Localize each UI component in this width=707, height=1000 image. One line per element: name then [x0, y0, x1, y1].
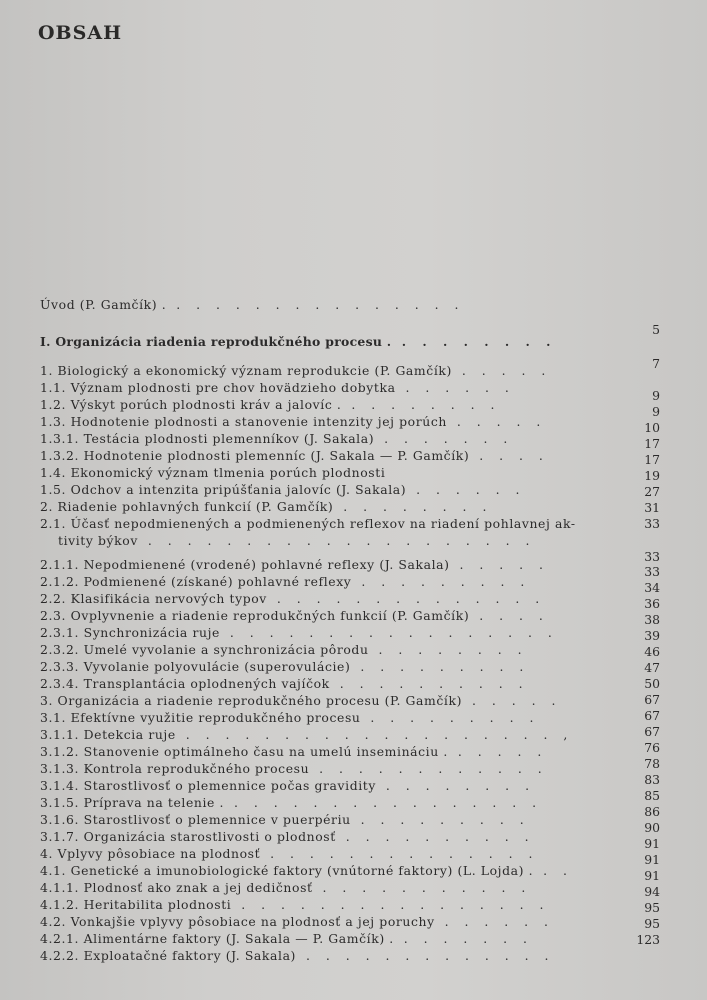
- toc-entry: [40, 744, 610, 759]
- toc-entry: [40, 516, 610, 531]
- toc-entry: [40, 625, 610, 640]
- toc-entry-title: 1.3.2. Hodnotenie plodnosti plemenníc (J. Sakala — P. Gamčík): [40, 448, 470, 463]
- toc-entry-title: 2.3.3. Vyvolanie polyovulácie (superovulácie): [40, 659, 351, 674]
- toc-page-number: 94: [644, 884, 660, 899]
- toc-entry-title: 2.3.2. Umelé vyvolanie a synchronizácia pôrodu: [40, 642, 369, 657]
- toc-entry-title: 1.4. Ekonomický význam tlmenia porúch plodnosti: [40, 465, 386, 480]
- toc-entry-title: 4.1.1. Plodnosť ako znak a jej dedičnosť: [40, 880, 313, 895]
- toc-entry-title: 2.3.1. Synchronizácia ruje: [40, 625, 220, 640]
- toc-entry-title: 3.1.4. Starostlivosť o plemennice počas gravidity: [40, 778, 376, 793]
- toc-entry: [40, 761, 610, 776]
- toc-page-number: 9: [652, 404, 660, 419]
- toc-entry: [40, 727, 610, 742]
- toc-entry: [40, 574, 610, 589]
- toc-entry-title: 1.3. Hodnotenie plodnosti a stanovenie intenzity jej porúch: [40, 414, 447, 429]
- toc-page-number: 33: [644, 564, 660, 579]
- toc-leader-dots: . . . . . . . . . . . . . . . .: [231, 897, 550, 912]
- toc-leader-dots: . .: [533, 863, 573, 878]
- toc-page-number: 76: [644, 740, 660, 755]
- toc-entry-title: 1.1. Význam plodnosti pre chov hovädzieho dobytka: [40, 380, 396, 395]
- toc-page-number: 17: [644, 452, 660, 467]
- toc-page-number: 86: [644, 804, 660, 819]
- toc-entry: [40, 863, 610, 878]
- toc-leader-dots: . . . .: [469, 608, 549, 623]
- toc-entry-title: 4.1. Genetické a imunobiologické faktory (vnútorné faktory) (L. Lojda) .: [40, 863, 534, 878]
- toc-leader-dots: . . . . .: [462, 693, 562, 708]
- toc-entry-title: 2.3.4. Transplantácia oplodnených vajíčok: [40, 676, 330, 691]
- toc-page-number: 67: [644, 692, 660, 707]
- toc-entry: [40, 431, 610, 446]
- toc-entry: [40, 812, 610, 827]
- toc-leader-dots: . . . . . . . .: [333, 499, 493, 514]
- toc-entry: [40, 948, 610, 963]
- toc-entry: [40, 846, 610, 861]
- toc-page-number: 5: [652, 322, 660, 337]
- toc-page-number: 39: [644, 628, 660, 643]
- toc-page-number: 19: [644, 468, 660, 483]
- toc-page-number: 17: [644, 436, 660, 451]
- toc-entry-title: 4.2.2. Exploatačné faktory (J. Sakala): [40, 948, 296, 963]
- toc-page-number: 36: [644, 596, 660, 611]
- toc-page-number: 46: [644, 644, 660, 659]
- toc-page-number: 67: [644, 724, 660, 739]
- toc-leader-dots: . . . . . . . .: [375, 778, 536, 793]
- toc-page-number: 33: [644, 516, 660, 531]
- toc-page-number: 47: [644, 660, 660, 675]
- toc-leader-dots: . . . . . . . .: [341, 397, 501, 412]
- toc-entry-title: 4.2. Vonkajšie vplyvy pôsobiace na plodnosť a jej poruchy: [40, 914, 435, 929]
- toc-entry: [40, 829, 610, 844]
- toc-entry: [40, 557, 610, 572]
- toc-entry-title: 3. Organizácia a riadenie reprodukčného procesu (P. Gamčík): [40, 693, 463, 708]
- toc-entry: [40, 914, 610, 929]
- toc-leader-dots: . . . . . . . . . . . . . . . . . . . ,: [175, 727, 574, 742]
- toc-entry: [40, 499, 610, 514]
- toc-leader-dots: . . . . . . . . . . . . . .: [260, 846, 539, 861]
- toc-entry-title: tivity býkov: [58, 533, 138, 548]
- toc-leader-dots: . . . . .: [447, 744, 548, 759]
- toc-page-number: 27: [644, 484, 660, 499]
- toc-entry: [40, 591, 610, 606]
- toc-page-number: 67: [644, 708, 660, 723]
- toc-leader-dots: . . . . . . . . .: [350, 659, 530, 674]
- toc-leader-dots: . . . . . . . . . . . . .: [296, 948, 555, 963]
- toc-entry: [40, 880, 610, 895]
- toc-leader-dots: . . . . . . .: [374, 431, 514, 446]
- toc-entry-title: 2. Riadenie pohlavných funkcií (P. Gamčík): [40, 499, 334, 514]
- toc-page-number: 91: [644, 836, 660, 851]
- toc-entry: [40, 676, 610, 691]
- toc-entry: [40, 414, 610, 429]
- toc-leader-dots: . . . . . . . . . .: [335, 829, 535, 844]
- page-title: OBSAH: [38, 22, 123, 44]
- toc-entry: [40, 897, 610, 912]
- toc-entry: [40, 931, 610, 946]
- toc-page-number: 90: [644, 820, 660, 835]
- toc-entry: [40, 380, 610, 395]
- toc-page-number: 95: [644, 916, 660, 931]
- toc-entry-title: 1.2. Výskyt porúch plodnosti kráv a jalovíc .: [40, 397, 342, 412]
- toc-entry: [40, 693, 610, 708]
- toc-entry-title: 3.1.2. Stanovenie optimálneho času na umelú insemináciu .: [40, 744, 448, 759]
- toc-entry-title: 3.1.1. Detekcia ruje: [40, 727, 176, 742]
- toc-leader-dots: . . . . . . . . .: [360, 710, 540, 725]
- toc-entry: [40, 642, 610, 657]
- toc-page-number: 33: [644, 549, 660, 564]
- toc-entry-title: I. Organizácia riadenia reprodukčného procesu .: [40, 334, 392, 349]
- toc-entry-title: 3.1. Efektívne využitie reprodukčného procesu: [40, 710, 361, 725]
- toc-entry-title: 2.3. Ovplyvnenie a riadenie reprodukčných funkcií (P. Gamčík): [40, 608, 470, 623]
- toc-leader-dots: . . . . . .: [395, 380, 515, 395]
- toc-entry: [40, 465, 610, 480]
- toc-entry-title: 2.1.1. Nepodmienené (vrodené) pohlavné reflexy (J. Sakala): [40, 557, 450, 572]
- toc-leader-dots: . . . . . . . . . . . . . . . . . . . .: [137, 533, 536, 548]
- toc-leader-dots: . . . .: [469, 448, 549, 463]
- toc-entry: [40, 297, 610, 312]
- toc-entry: [40, 608, 610, 623]
- toc-entry-title: Úvod (P. Gamčík) .: [40, 297, 167, 312]
- toc-leader-dots: . . . . . . . .: [368, 642, 528, 657]
- toc-leader-dots: . . . . . .: [434, 914, 554, 929]
- toc-entry-title: 3.1.7. Organizácia starostlivosti o plodnosť: [40, 829, 336, 844]
- toc-page-number: 10: [644, 420, 660, 435]
- toc-page-number: 83: [644, 772, 660, 787]
- toc-leader-dots: . . . . . . .: [393, 931, 533, 946]
- toc-entry: [40, 397, 610, 412]
- toc-leader-dots: . . . . . .: [406, 482, 526, 497]
- toc-page-number: 91: [644, 868, 660, 883]
- toc-page-number: 9: [652, 388, 660, 403]
- toc-entry: [40, 448, 610, 463]
- toc-entry: [40, 482, 610, 497]
- toc-page-number: 50: [644, 676, 660, 691]
- toc-leader-dots: . . . . . . . . .: [351, 574, 531, 589]
- toc-page-number: 78: [644, 756, 660, 771]
- toc-leader-dots: . . . . . . . . . . . .: [309, 761, 548, 776]
- toc-page-number: 85: [644, 788, 660, 803]
- toc-leader-dots: . . . . .: [451, 363, 552, 378]
- toc-entry: [40, 334, 610, 349]
- toc-entry: [40, 795, 610, 810]
- toc-page-number: 38: [644, 612, 660, 627]
- toc-entry-title: 2.1. Účasť nepodmienených a podmienených reflexov na riadení pohlavnej ak-: [40, 516, 576, 531]
- toc-entry-title: 4.2.1. Alimentárne faktory (J. Sakala — P. Gamčík) .: [40, 931, 394, 946]
- toc-entry-title: 2.2. Klasifikácia nervových typov: [40, 591, 267, 606]
- toc-leader-dots: . . . . . . . . . . .: [312, 880, 532, 895]
- toc-entry: [58, 533, 628, 548]
- toc-entry-title: 3.1.3. Kontrola reprodukčného procesu: [40, 761, 310, 776]
- toc-entry-title: 3.1.6. Starostlivosť o plemennice v puerpériu: [40, 812, 351, 827]
- toc-entry-title: 4. Vplyvy pôsobiace na plodnosť: [40, 846, 261, 861]
- toc-leader-dots: . . . . .: [446, 414, 547, 429]
- toc-entry-title: 4.1.2. Heritabilita plodnosti: [40, 897, 232, 912]
- toc-page-number: 123: [636, 932, 660, 947]
- toc-entry-title: 1.3.1. Testácia plodnosti plemenníkov (J. Sakala): [40, 431, 375, 446]
- toc-leader-dots: . . . . . . . . . .: [329, 676, 529, 691]
- toc-entry: [40, 710, 610, 725]
- toc-page-number: 31: [644, 500, 660, 515]
- toc-leader-dots: . . . . . . . . . . . . . .: [266, 591, 546, 606]
- toc-page-number: 91: [644, 852, 660, 867]
- toc-leader-dots: . . . . . . . . . . . . . . .: [166, 297, 465, 312]
- toc-leader-dots: . . . . .: [449, 557, 549, 572]
- toc-page-number: 34: [644, 580, 660, 595]
- toc-entry-title: 1. Biologický a ekonomický význam reprodukcie (P. Gamčík): [40, 363, 452, 378]
- toc-entry-title: 1.5. Odchov a intenzita pripúšťania jalovíc (J. Sakala): [40, 482, 407, 497]
- toc-entry: [40, 778, 610, 793]
- toc-leader-dots: . . . . . . . . . . . . . . . .: [224, 795, 543, 810]
- toc-page-number: 7: [652, 356, 660, 371]
- toc-leader-dots: . . . . . . . .: [391, 334, 557, 349]
- toc-entry-title: 3.1.5. Príprava na telenie .: [40, 795, 225, 810]
- toc-entry: [40, 659, 610, 674]
- toc-leader-dots: . . . . . . . . .: [350, 812, 530, 827]
- toc-entry: [40, 363, 610, 378]
- toc-entry-title: 2.1.2. Podmienené (získané) pohlavné reflexy: [40, 574, 352, 589]
- toc-page-number: 95: [644, 900, 660, 915]
- toc-leader-dots: . . . . . . . . . . . . . . . . .: [219, 625, 558, 640]
